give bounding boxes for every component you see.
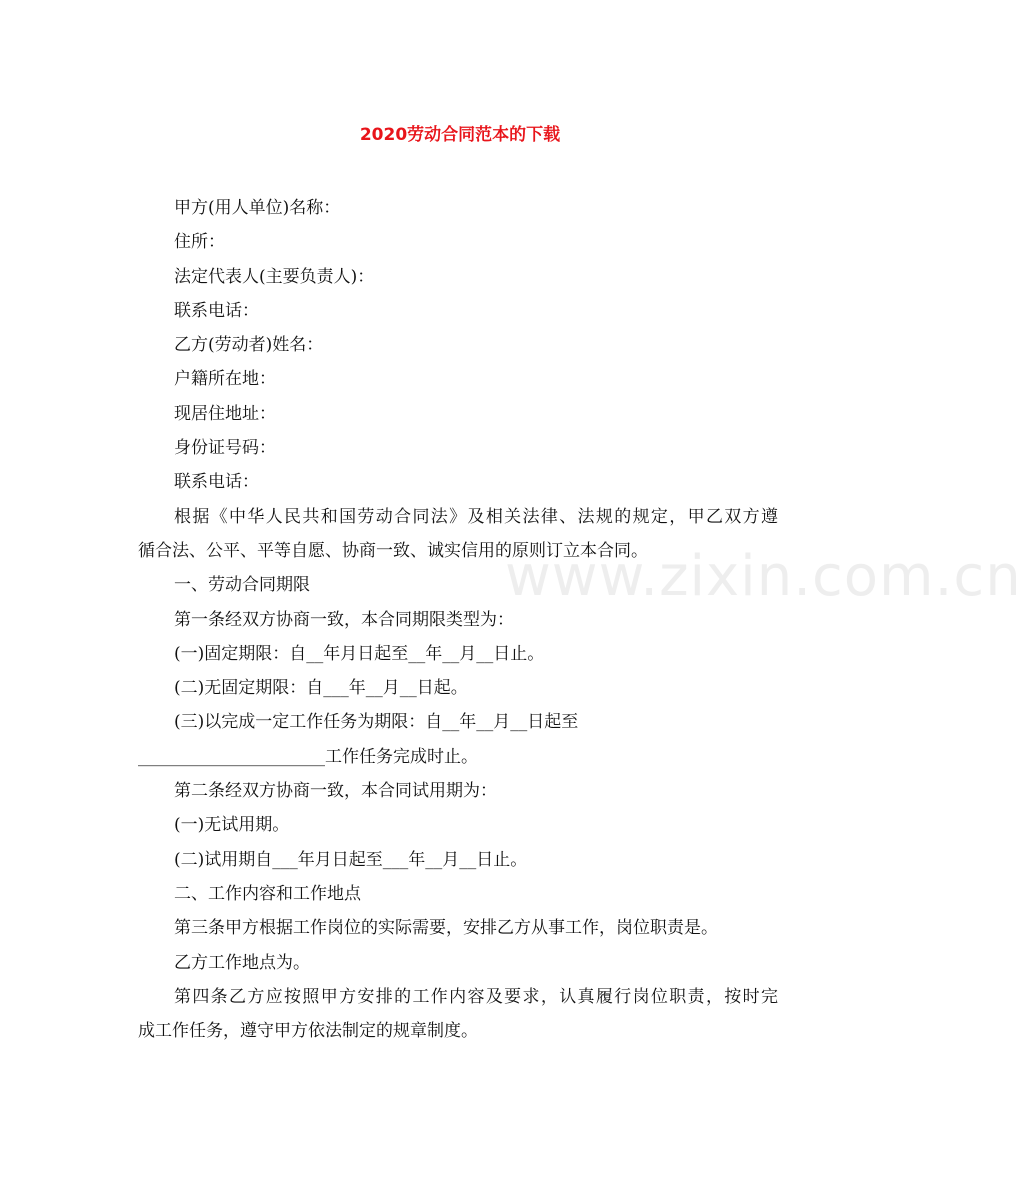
task-term-continuation-line: ______________________工作任务完成时止。 bbox=[138, 746, 478, 767]
fixed-term-line: (一)固定期限：自__年月日起至__年__月__日止。 bbox=[174, 643, 545, 664]
party-a-phone-line: 联系电话： bbox=[174, 300, 259, 321]
watermark: www.zixin.com.cn bbox=[505, 544, 1022, 609]
section-heading-term: 一、劳动合同期限 bbox=[174, 575, 310, 596]
probation-period-line: (二)试用期自___年月日起至___年__月__日止。 bbox=[174, 849, 528, 870]
party-b-household-line: 户籍所在地： bbox=[174, 369, 276, 390]
section-heading-work: 二、工作内容和工作地点 bbox=[174, 883, 361, 904]
article-3-line: 第三条甲方根据工作岗位的实际需要，安排乙方从事工作，岗位职责是。 bbox=[174, 918, 718, 939]
party-b-id-number-line: 身份证号码： bbox=[174, 438, 276, 459]
document-body bbox=[138, 191, 778, 1048]
legal-representative-line: 法定代表人(主要负责人)： bbox=[174, 266, 375, 287]
party-a-address-line: 住所： bbox=[174, 232, 225, 253]
party-b-name-line: 乙方(劳动者)姓名： bbox=[174, 335, 324, 356]
preamble-line-2: 循合法、公平、平等自愿、协商一致、诚实信用的原则订立本合同。 bbox=[138, 540, 648, 561]
preamble-line-1: 根据《中华人民共和国劳动合同法》及相关法律、法规的规定，甲乙双方遵 bbox=[174, 506, 778, 527]
party-b-phone-line: 联系电话： bbox=[174, 472, 259, 493]
article-4-line-1: 第四条乙方应按照甲方安排的工作内容及要求，认真履行岗位职责，按时完 bbox=[174, 986, 778, 1007]
article-1-line: 第一条经双方协商一致，本合同期限类型为： bbox=[174, 609, 514, 630]
document-title: 2020劳动合同范本的下载 bbox=[359, 125, 561, 145]
no-probation-line: (一)无试用期。 bbox=[174, 815, 290, 836]
article-2-line: 第二条经双方协商一致，本合同试用期为： bbox=[174, 781, 497, 802]
party-b-current-address-line: 现居住地址： bbox=[174, 403, 276, 424]
open-term-line: (二)无固定期限：自___年__月__日起。 bbox=[174, 678, 468, 699]
work-location-line: 乙方工作地点为。 bbox=[174, 952, 310, 973]
party-a-name-line: 甲方(用人单位)名称： bbox=[174, 198, 341, 218]
task-term-line: (三)以完成一定工作任务为期限：自__年__月__日起至 bbox=[174, 712, 579, 733]
article-4-line-2: 成工作任务，遵守甲方依法制定的规章制度。 bbox=[138, 1021, 478, 1042]
